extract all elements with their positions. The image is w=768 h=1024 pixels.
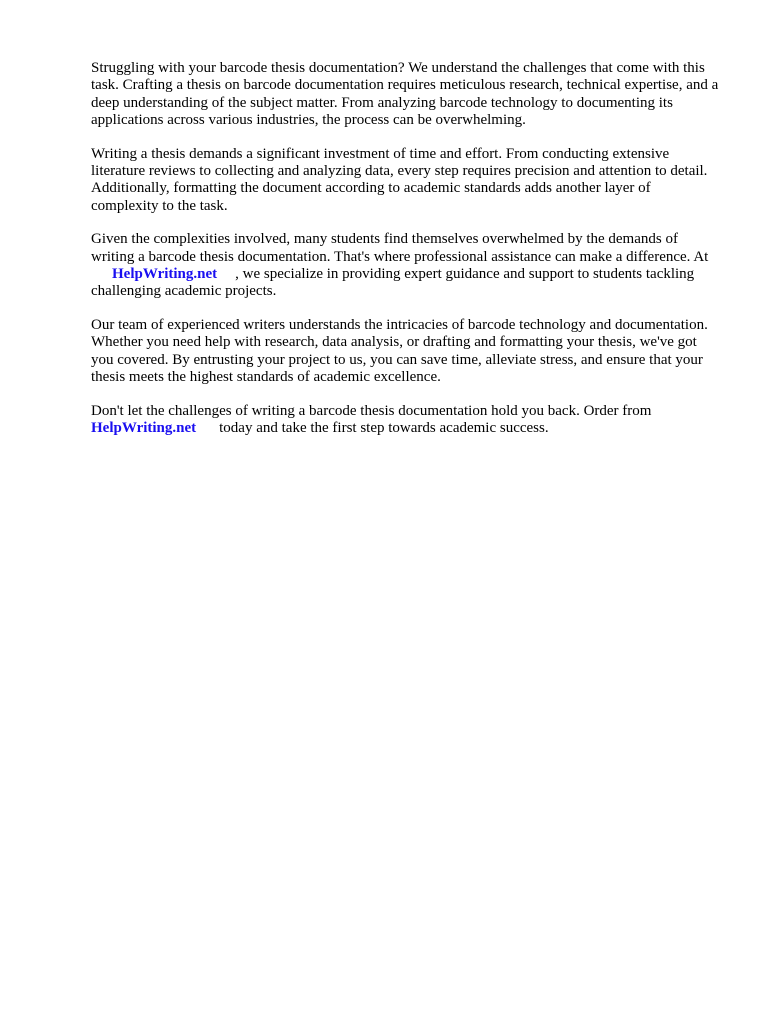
paragraph-intro: Struggling with your barcode thesis documentation? We understand the challenges that come with this task. Crafting a thesis on barcode documentation requires meticulous research, technical expertise, and a deep understanding of the subject matter. From analyzing barcode technology to documenting its applications across various industries, the process can be overwhelming. [91, 60, 719, 129]
paragraph-professional-assistance [91, 231, 721, 301]
paragraph-thesis-demands: Writing a thesis demands a significant investment of time and effort. From conducting extensive literature reviews to collecting and analyzing data, every step requires precision and attention to detail. Additionally, formatting the document according to academic standards adds another layer of complexity to the task. [91, 145, 708, 214]
helpwriting-link[interactable]: HelpWriting.net [91, 419, 197, 436]
paragraph-call-to-action [91, 403, 721, 438]
paragraph-team: Our team of experienced writers understands the intricacies of barcode technology and documentation. Whether you need help with research, data analysis, or drafting and formatting your thesis, we've got you covered. By entrusting your project to us, you can save time, alleviate stress, and ensure that your thesis meets the highest standards of academic excellence. [91, 316, 708, 386]
paragraph-text-after-link: today and take the first step towards academic success. [219, 419, 549, 436]
helpwriting-link[interactable]: HelpWriting.net [112, 266, 218, 283]
paragraph-text-before-link: Don't let the challenges of writing a barcode thesis documentation hold you back. Order from [91, 402, 652, 419]
document-body [91, 60, 721, 453]
paragraph-text-before-link: Given the complexities involved, many students find themselves overwhelmed by the demands of writing a barcode thesis documentation. That's where professional assistance can make a difference. At [91, 231, 709, 265]
paragraph-text-after-link: , we specialize in providing expert guidance and support to students tackling challenging academic projects. [91, 266, 695, 300]
